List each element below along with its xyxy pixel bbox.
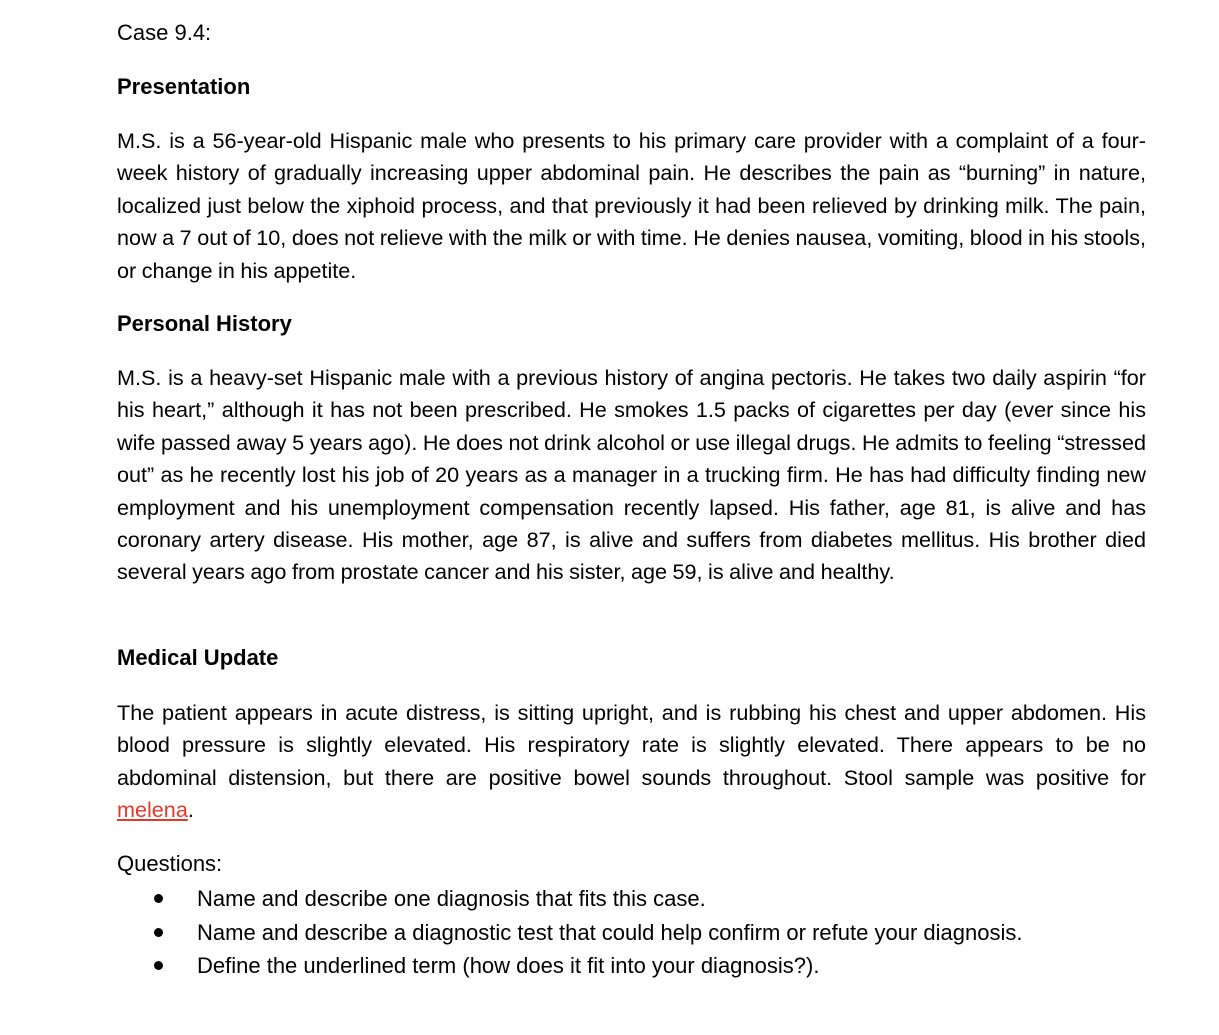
bullet-icon xyxy=(154,894,163,903)
question-text: Define the underlined term (how does it fit into your diagnosis?). xyxy=(197,953,820,978)
list-item xyxy=(117,916,1157,950)
presentation-text: M.S. is a 56-year-old Hispanic male who presents to his primary care provider with a complaint of a four-week history of gradually increasing upper abdominal pain. He describes the pain as “burning” in nature, localized just below the xiphoid process, and that previously it had been relieved by drinking milk. The pain, now a 7 out of 10, does not relieve with the milk or with time. He denies nausea, vomiting, blood in his stools, or change in his appetite. xyxy=(117,128,1146,283)
case-title: Case 9.4: xyxy=(117,20,212,45)
personal-history-text: M.S. is a heavy-set Hispanic male with a previous history of angina pectoris. He takes two daily aspirin “for his heart,” although it has not been prescribed. He smokes 1.5 packs of cigarettes per day (ever since his wife passed away 5 years ago). He does not drink alcohol or use illegal drugs. He admits to feeling “stressed out” as he recently lost his job of 20 years as a manager in a trucking firm. He has had difficulty finding new employment and his unemployment compensation recently lapsed. His father, age 81, is alive and has coronary artery disease. His mother, age 87, is alive and suffers from diabetes mellitus. His brother died several years ago from prostate cancer and his sister, age 59, is alive and healthy. xyxy=(117,365,1146,585)
medical-update-text xyxy=(117,697,1146,827)
list-item xyxy=(117,949,1157,983)
questions-list xyxy=(117,882,1157,983)
underlined-term-melena[interactable]: melena xyxy=(117,797,188,823)
medical-update-text-after: . xyxy=(187,797,194,823)
presentation-heading: Presentation xyxy=(117,74,251,99)
questions-label: Questions: xyxy=(117,851,223,876)
medical-update-text-before: The patient appears in acute distress, is sitting upright, and is rubbing his chest and upper abdomen. His blood pressure is slightly elevated. His respiratory rate is slightly elevated. There appears to be no abdominal distension, but there are positive bowel sounds throughout. Stool sample was positive for xyxy=(117,700,1146,790)
bullet-icon xyxy=(154,961,163,970)
list-item xyxy=(117,882,1157,916)
personal-history-heading: Personal History xyxy=(117,311,292,336)
question-text: Name and describe a diagnostic test that could help confirm or refute your diagnosis. xyxy=(197,919,1023,945)
medical-update-heading: Medical Update xyxy=(117,645,279,670)
bullet-icon xyxy=(154,928,163,937)
question-text: Name and describe one diagnosis that fits this case. xyxy=(197,886,706,911)
